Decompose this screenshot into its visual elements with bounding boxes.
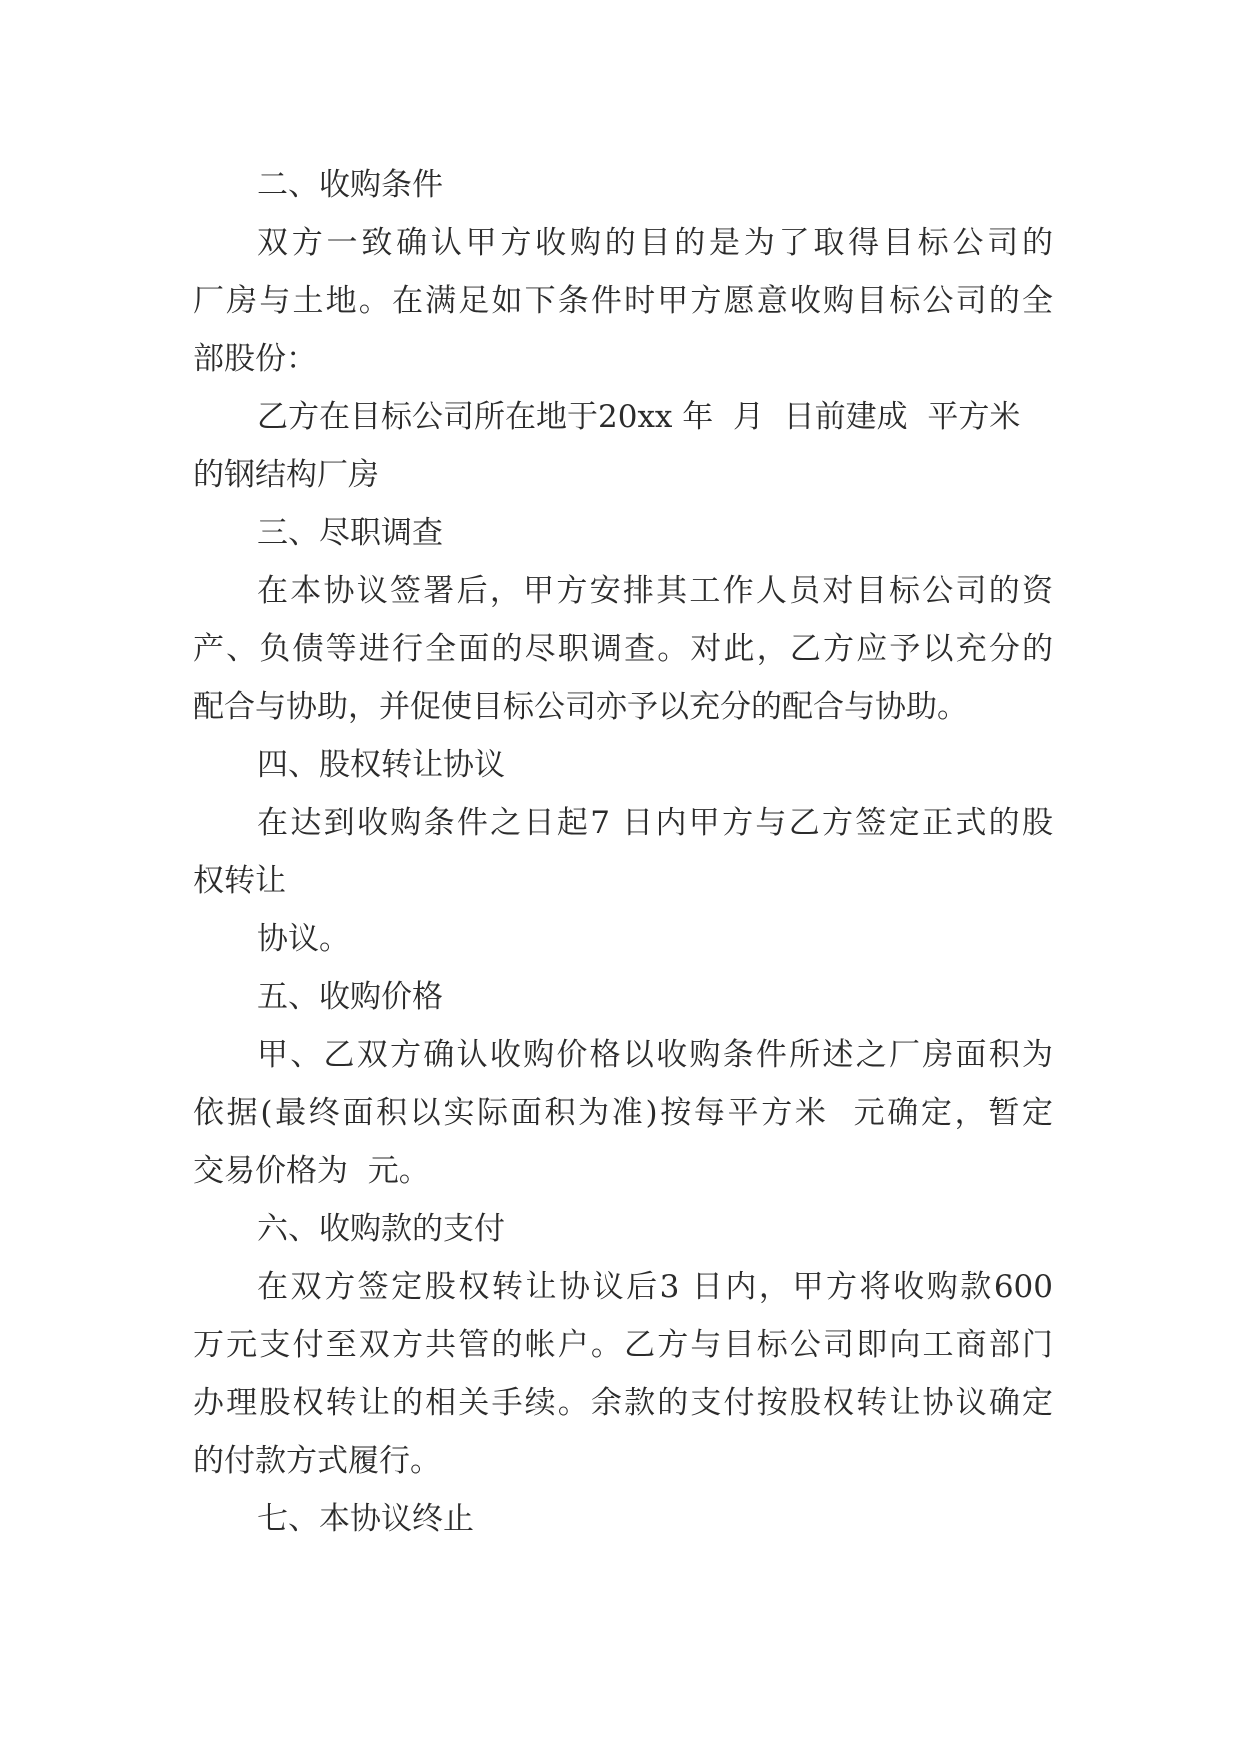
paragraph-line: 在双方签定股权转让协议后3 日内，甲方将收购款600 bbox=[257, 1269, 1053, 1305]
paragraph-line: 在达到收购条件之日起7 日内甲方与乙方签定正式的股 bbox=[257, 805, 1053, 841]
section-heading-acquisition-conditions: 二、收购条件 bbox=[257, 167, 443, 203]
paragraph-line: 协议。 bbox=[257, 921, 350, 957]
paragraph-line: 部股份： bbox=[193, 341, 317, 377]
paragraph-line: 权转让 bbox=[193, 863, 286, 899]
paragraph-line: 双方一致确认甲方收购的目的是为了取得目标公司的 bbox=[257, 225, 1053, 261]
section-heading-payment: 六、收购款的支付 bbox=[257, 1211, 505, 1247]
paragraph-line: 配合与协助，并促使目标公司亦予以充分的配合与协助。 bbox=[193, 689, 968, 725]
paragraph-line: 万元支付至双方共管的帐户。乙方与目标公司即向工商部门 bbox=[193, 1327, 1053, 1363]
paragraph-line: 依据(最终面积以实际面积为准)按每平方米 元确定，暂定 bbox=[193, 1095, 1053, 1131]
section-heading-price: 五、收购价格 bbox=[257, 979, 443, 1015]
paragraph-line: 在本协议签署后，甲方安排其工作人员对目标公司的资 bbox=[257, 573, 1053, 609]
section-heading-due-diligence: 三、尽职调查 bbox=[257, 515, 443, 551]
section-heading-termination: 七、本协议终止 bbox=[257, 1501, 474, 1537]
section-heading-equity-transfer: 四、股权转让协议 bbox=[257, 747, 505, 783]
paragraph-line: 的钢结构厂房 bbox=[193, 457, 379, 493]
paragraph-line: 厂房与土地。在满足如下条件时甲方愿意收购目标公司的全 bbox=[193, 283, 1053, 319]
paragraph-line: 甲、乙双方确认收购价格以收购条件所述之厂房面积为 bbox=[257, 1037, 1053, 1073]
paragraph-line: 办理股权转让的相关手续。余款的支付按股权转让协议确定 bbox=[193, 1385, 1053, 1421]
paragraph-line: 乙方在目标公司所在地于20xx 年 月 日前建成 平方米 bbox=[257, 399, 1021, 435]
paragraph-line: 的付款方式履行。 bbox=[193, 1443, 441, 1479]
paragraph-line: 交易价格为 元。 bbox=[193, 1153, 430, 1189]
paragraph-line: 产、负债等进行全面的尽职调查。对此，乙方应予以充分的 bbox=[193, 631, 1053, 667]
